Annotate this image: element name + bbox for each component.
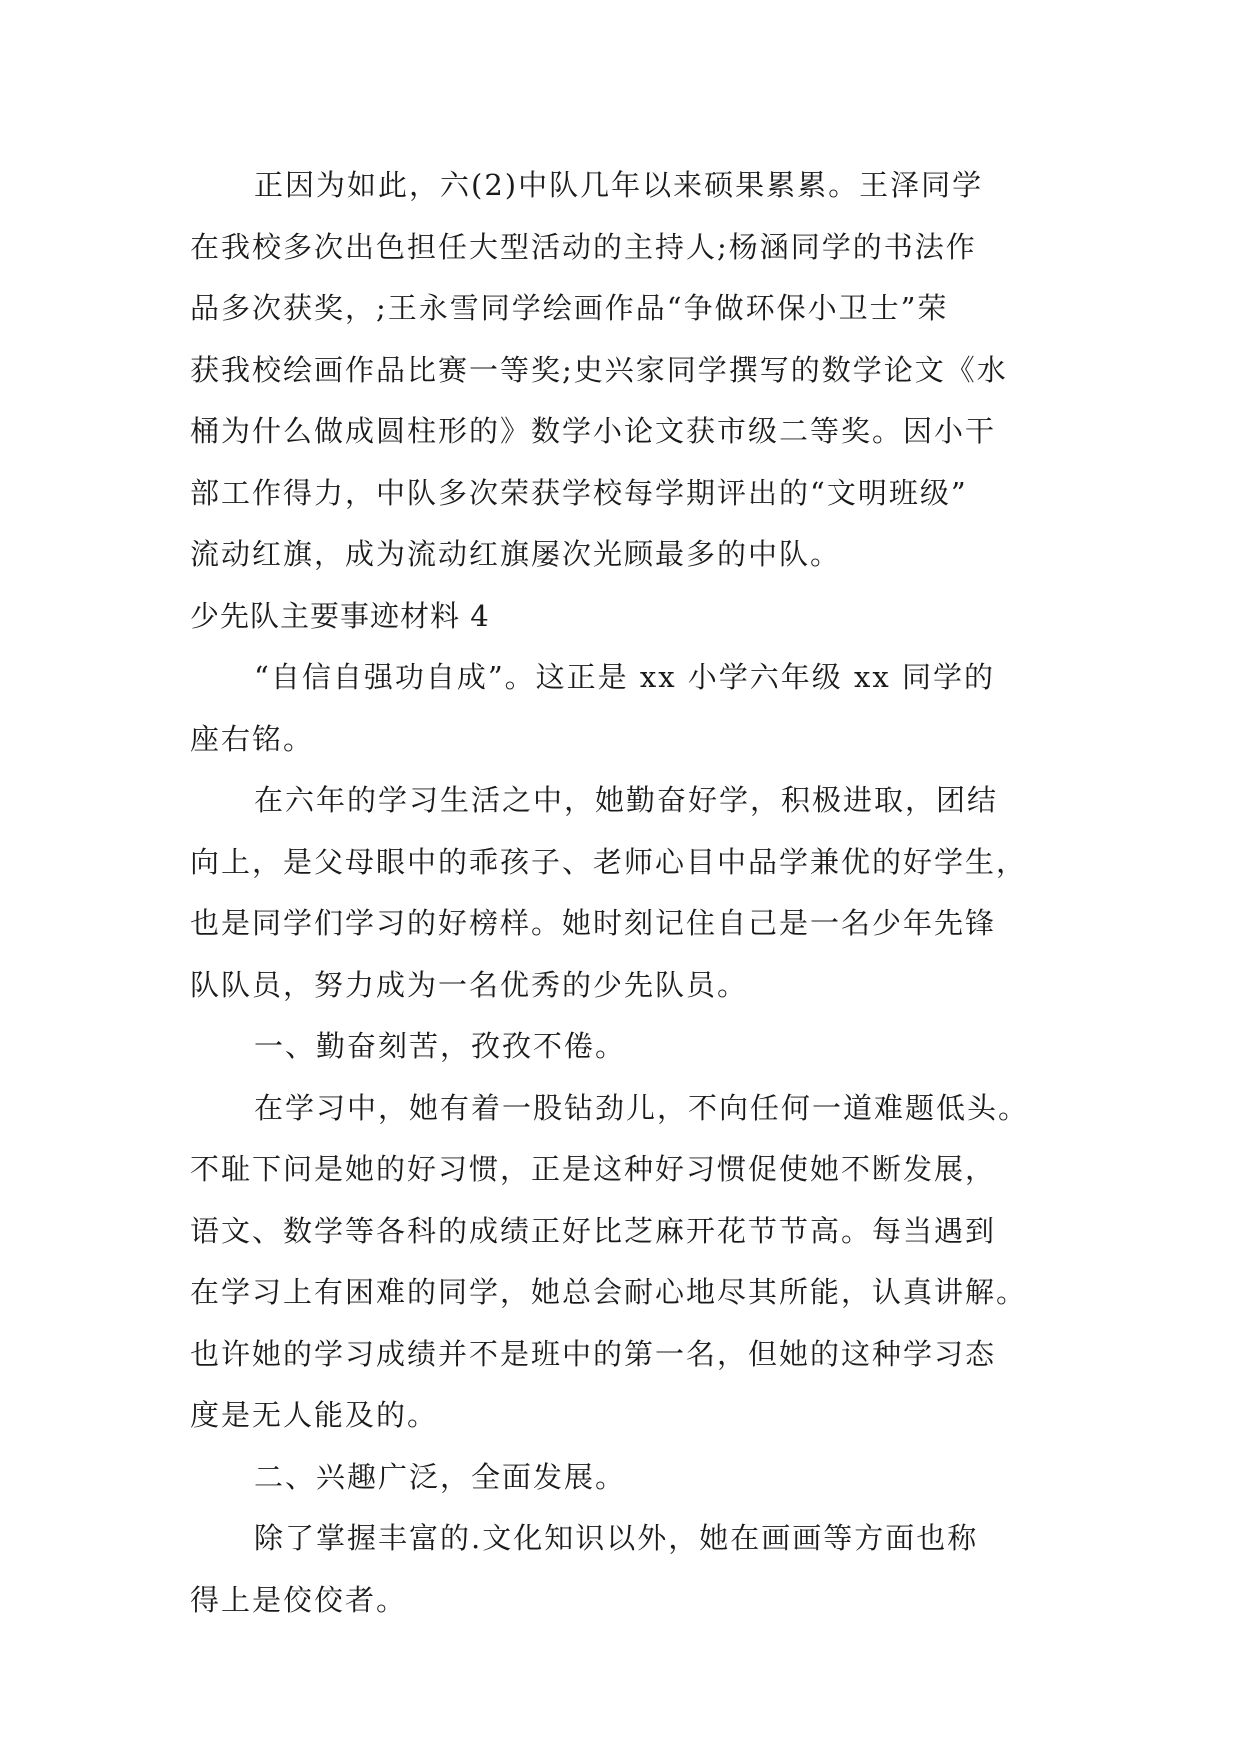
paragraph-line: 在学习中，她有着一股钻劲儿，不向任何一道难题低头。 (254, 1090, 1030, 1125)
paragraph-line: 桶为什么做成圆柱形的》数学小论文获市级二等奖。因小干 (190, 414, 997, 448)
paragraph (190, 647, 1050, 770)
paragraph-line: 队队员，努力成为一名优秀的少先队员。 (190, 967, 749, 1002)
paragraph-line: “自信自强功自成”。这正是 xx 小学六年级 xx 同学的 (254, 660, 995, 694)
paragraph-line: 也是同学们学习的好榜样。她时刻记住自己是一名少年先锋 (190, 906, 997, 940)
paragraph (190, 1078, 1050, 1447)
paragraph-line: 向上，是父母眼中的乖孩子、老师心目中品学兼优的好学生， (190, 844, 1028, 879)
paragraph-line: 得上是佼佼者。 (190, 1582, 408, 1617)
paragraph-line: 度是无人能及的。 (190, 1398, 439, 1432)
paragraph-line: 语文、数学等各科的成绩正好比芝麻开花节节高。每当遇到 (190, 1213, 997, 1248)
subsection-heading: 一、勤奋刻苦，孜孜不倦。 (254, 1029, 627, 1063)
paragraph-line: 在六年的学习生活之中，她勤奋好学，积极进取，团结 (254, 783, 999, 817)
document-body (190, 155, 1050, 1631)
paragraph-line: 除了掌握丰富的.文化知识以外，她在画画等方面也称 (254, 1521, 979, 1555)
paragraph-line: 获我校绘画作品比赛一等奖;史兴家同学撰写的数学论文《水 (190, 352, 1008, 387)
paragraph-line: 品多次获奖，;王永雪同学绘画作品“争做环保小卫士”荣 (190, 291, 949, 325)
paragraph-line: 正因为如此，六(2)中队几年以来硕果累累。王泽同学 (254, 168, 984, 202)
paragraph-line: 在我校多次出色担任大型活动的主持人;杨涵同学的书法作 (190, 229, 977, 264)
paragraph (190, 770, 1050, 1016)
subsection-heading: 二、兴趣广泛，全面发展。 (254, 1459, 627, 1494)
paragraph-line: 部工作得力，中队多次荣获学校每学期评出的“文明班级” (190, 475, 968, 510)
paragraph-line: 在学习上有困难的同学，她总会耐心地尽其所能，认真讲解。 (190, 1275, 1028, 1309)
paragraph-line: 座右铭。 (190, 721, 315, 756)
paragraph (190, 155, 1050, 586)
paragraph-line: 也许她的学习成绩并不是班中的第一名，但她的这种学习态 (190, 1336, 997, 1371)
section-heading: 少先队主要事迹材料 4 (190, 598, 490, 633)
paragraph (190, 1508, 1050, 1631)
paragraph-line: 不耻下问是她的好习惯，正是这种好习惯促使她不断发展， (190, 1152, 997, 1186)
paragraph-line: 流动红旗，成为流动红旗屡次光顾最多的中队。 (190, 537, 842, 571)
